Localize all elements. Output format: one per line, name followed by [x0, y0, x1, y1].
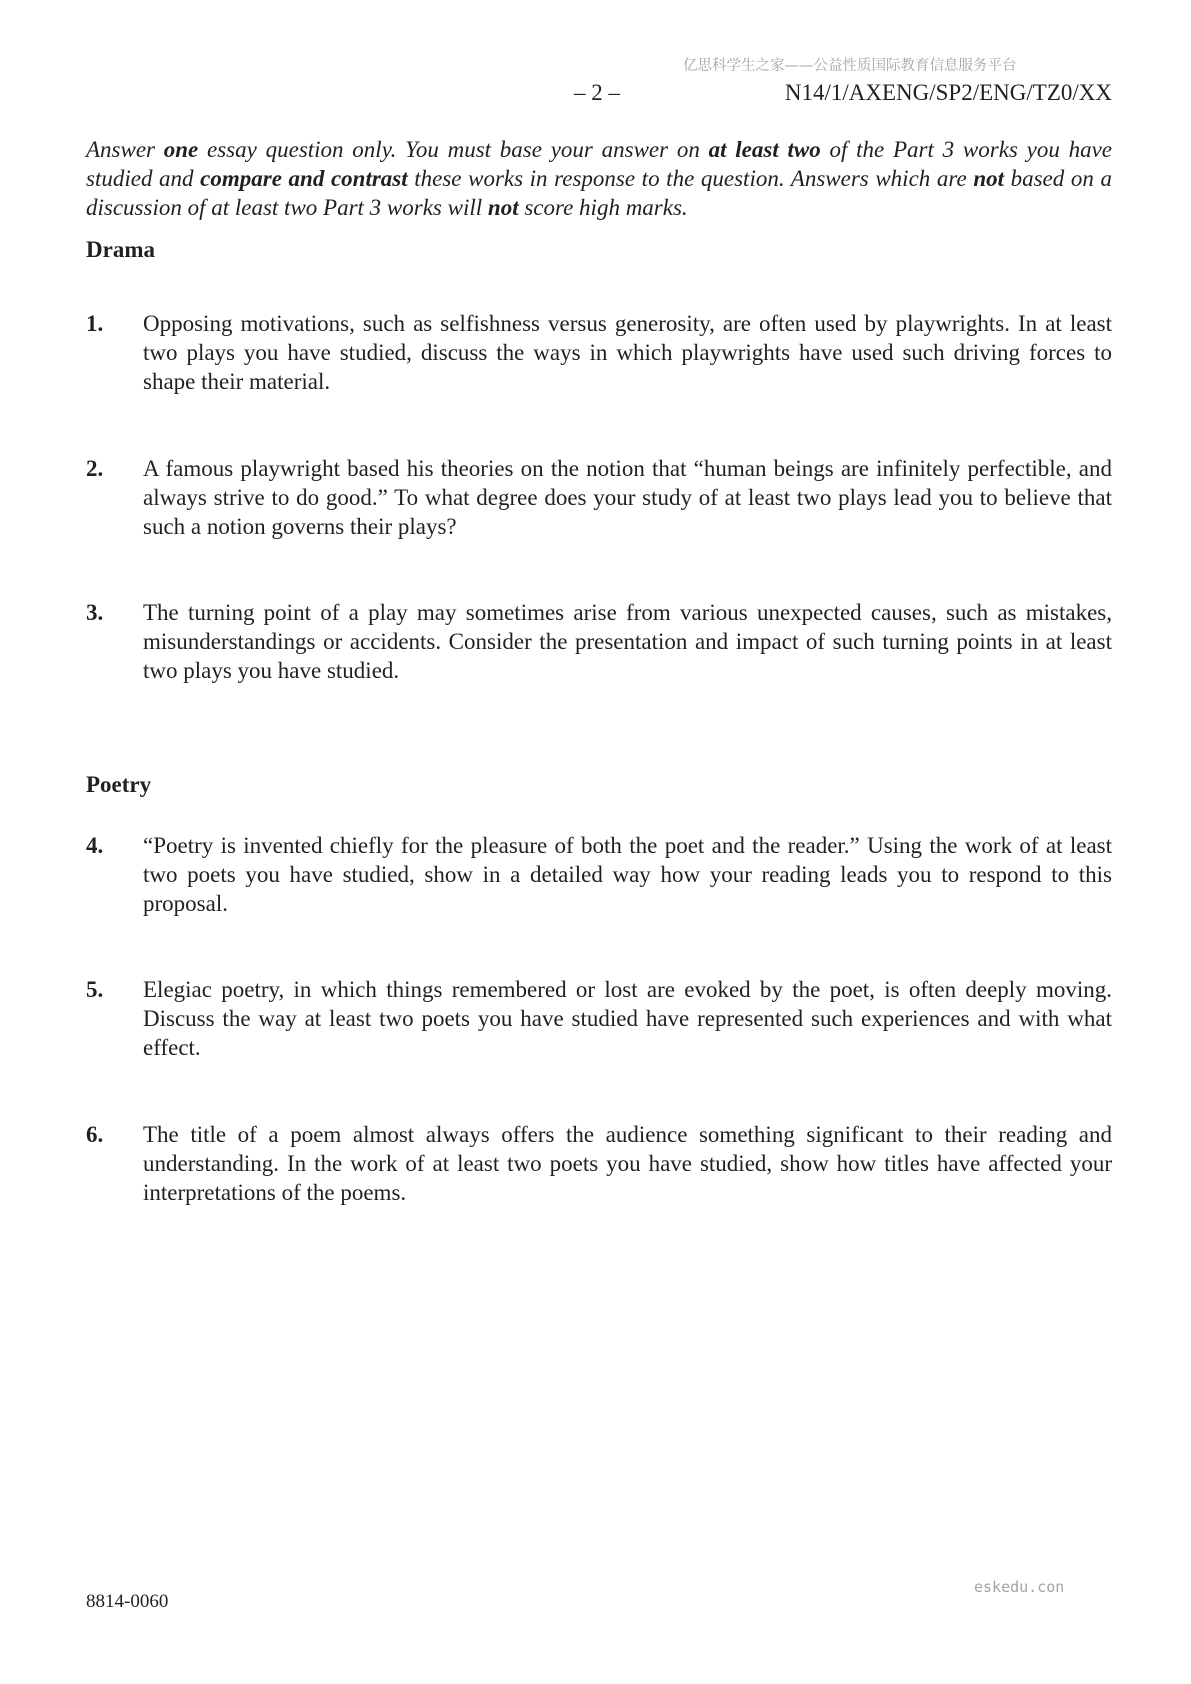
- question-number: 4.: [86, 833, 104, 858]
- question-5: [86, 975, 1112, 1062]
- question-3: [86, 598, 1112, 685]
- instructions-text: Answer: [86, 137, 164, 162]
- instructions-text: these works in response to the question. Answers which are: [407, 166, 974, 191]
- page-number: – 2 –: [574, 80, 620, 105]
- question-2: [86, 454, 1112, 541]
- question-text: Opposing motivations, such as selfishness versus generosity, are often used by playwrights. In at least two plays you have studied, discuss the ways in which playwrights have used such driving forces to shape their material.: [143, 311, 1112, 394]
- question-number: 1.: [86, 311, 104, 336]
- question-number: 3.: [86, 600, 104, 625]
- section-heading-drama: Drama: [86, 237, 155, 262]
- instructions-text: essay question only. You must base your answer on: [198, 137, 709, 162]
- question-1: [86, 309, 1112, 396]
- instructions-emphasis: not: [973, 166, 1004, 191]
- instructions-text: based on a discussion of at least two Part 3 works will: [86, 166, 1112, 220]
- instructions-emphasis: at least two: [708, 137, 821, 162]
- question-number: 2.: [86, 456, 104, 481]
- instructions: [86, 135, 1112, 222]
- instructions-emphasis: one: [163, 137, 199, 162]
- question-text: Elegiac poetry, in which things remembered or lost are evoked by the poet, is often deeply moving. Discuss the way at least two poets you have studied have represented such experiences and with what effect.: [143, 977, 1112, 1060]
- question-6: [86, 1120, 1112, 1207]
- question-text: The title of a poem almost always offers the audience something significant to their reading and understanding. In the work of at least two poets you have studied, show how titles have affected your interpretations of the poems.: [143, 1122, 1112, 1205]
- instructions-emphasis: compare and contrast: [200, 166, 408, 191]
- instructions-text: of the Part 3 works you have studied and: [86, 137, 1113, 191]
- question-text: A famous playwright based his theories on the notion that “human beings are infinitely perfectible, and always strive to do good.” To what degree does your study of at least two plays lead you to believe that such a notion governs their plays?: [143, 456, 1112, 539]
- footer-code: 8814-0060: [86, 1591, 169, 1612]
- footer-watermark: eskedu.con: [974, 1578, 1065, 1596]
- instructions-text: score high marks.: [518, 195, 688, 220]
- instructions-emphasis: not: [487, 195, 519, 220]
- question-text: “Poetry is invented chiefly for the pleasure of both the poet and the reader.” Using the work of at least two poets you have studied, show in a detailed way how your reading leads you to respond to this proposal.: [143, 833, 1112, 916]
- header-watermark: 亿思科学生之家——公益性质国际教育信息服务平台: [683, 58, 1017, 74]
- question-number: 6.: [86, 1122, 104, 1147]
- section-heading-poetry: Poetry: [86, 772, 152, 797]
- paper-code: N14/1/AXENG/SP2/ENG/TZ0/XX: [784, 80, 1112, 105]
- question-number: 5.: [86, 977, 104, 1002]
- question-text: The turning point of a play may sometimes arise from various unexpected causes, such as mistakes, misunderstandings or accidents. Consider the presentation and impact of such turning points in at least two plays you have studied.: [143, 600, 1112, 683]
- question-4: [86, 831, 1112, 918]
